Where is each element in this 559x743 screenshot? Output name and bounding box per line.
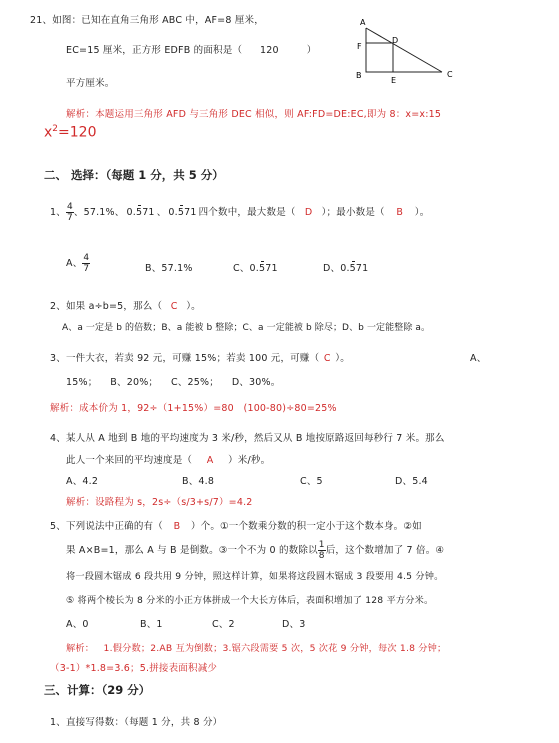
label-f: F [357,42,362,51]
q1-option-b: B、57.1% [145,263,193,274]
q1-v2: 0.571 [168,207,197,218]
q1-option-c: C、0.571 [233,263,278,274]
q21-analysis: 解析：本题运用三角形 AFD 与三角形 DEC 相似，则 AF:FD=DE:EC,即为 8：x=x:15 [66,109,442,120]
q5-analysis-line2: （3-1）*1.8=3.6；5.拼接表面积减少 [50,663,218,674]
q2-stem: 2、如果 a÷b=5，那么（ C ）。 [50,301,201,312]
q4-option-b: B、4.8 [182,476,215,487]
q1-option-a-fraction: $\frac{4}{7}$ [83,253,90,274]
q5-option-a: A、0 [66,619,89,630]
q1-option-a: A、 $\frac{4}{7}$ [66,253,90,274]
q3-stem: 3、一件大衣，若卖 92 元，可赚 15%；若卖 100 元，可赚（ C ）。 [50,353,350,364]
q5-option-d: D、3 [282,619,306,630]
q4-line2: 此人一个来回的平均速度是（ A ）米/秒。 [66,455,271,466]
q5-analysis-line1: 解析： 1.假分数；2.AB 互为倒数；3.锯六段需要 5 次，5 次花 9 分钟，每次 1.8 分钟； [66,643,447,654]
q1-option-d: D、0.571 [323,263,369,274]
q4-analysis: 解析：设路程为 s，2s÷（s/3+s/7）=4.2 [66,497,253,508]
q4-option-a: A、4.2 [66,476,99,487]
q3-option-a-label: A、 [470,353,487,364]
label-a: A [360,18,366,27]
q4-option-d: D、5.4 [395,476,428,487]
q21-result [44,124,96,141]
label-c: C [447,70,453,79]
q2-options: A、a 一定是 b 的倍数；B、a 能被 b 整除；C、a 一定能被 b 除尽；D、b 一定能整除 a。 [62,323,431,333]
q5-option-b: B、1 [140,619,163,630]
q1-p4: ）。 [414,207,430,218]
q3-options: 15%； B、20%； C、25%； D、30%。 [66,377,281,388]
q1-answer-max: D [304,207,313,218]
q5-line2: 果 A×B=1，那么 A 与 B 是倒数。③一个不为 0 的数除以 $\frac{1}{8}$ 后，这个数增加了 7 倍。④ [66,540,445,561]
q3-analysis: 解析：成本价为 1，92÷（1+15%）=80 (100-80)÷80=25% [50,403,337,414]
section3-title: 三、计算：（29 分） [44,683,151,697]
q5-line1: 5、下列说法中正确的有（ B ）个。①一个数乘分数的积一定小于这个数本身。②如 [50,521,422,532]
q21-result-rest: =120 [58,124,97,141]
q2-answer: C [170,301,178,312]
q21-result-exp: 2 [52,124,59,134]
q21-line1: 21、如图：已知在直角三角形 ABC 中，AF=8 厘米， [30,15,264,26]
q5-line4: ⑤ 将两个棱长为 8 分米的小正方体拼成一个大长方体后，表面积增加了 128 平方分米。 [66,595,434,606]
q1-prefix: 1、 [50,207,66,218]
q5-fraction: $\frac{1}{8}$ [318,540,325,561]
section2-title: 二、 选择：（每题 1 分，共 5 分） [44,168,224,182]
q1-p2: 四个数中，最大数是（ [198,207,296,218]
q21-line2-b: ） [306,45,317,56]
q5-line3: 将一段圆木锯成 6 段共用 9 分钟，照这样计算，如果将这段圆木锯成 3 段要用 4.5 分钟。 [66,571,444,582]
q5-option-c: C、2 [212,619,235,630]
q21-line3: 平方厘米。 [66,78,115,89]
square-edfb [366,43,393,72]
q1-p1: 、57.1%、 [73,207,125,218]
label-e: E [391,76,397,85]
q1-stem: 1、 $\frac{4}{7}$ 、57.1%、 0.571 、 0.571 四个数中，最大数是（ D ）；最小数是（ B ）。 [50,202,430,223]
q21-line2 [66,42,327,56]
q21-result-x: x [44,124,53,141]
q1-v1: 0.571 [126,207,155,218]
q4-answer: A [206,455,214,466]
q1-p3: ）；最小数是（ [321,207,385,218]
q1-answer-min: B [396,207,404,218]
side-ac [366,28,442,72]
q1-fraction: $\frac{4}{7}$ [66,202,73,223]
q4-line1: 4、某人从 A 地到 B 地的平均速度为 3 米/秒，然后又从 B 地按原路返回每秒行 7 米。那么 [50,433,445,444]
label-d: D [392,36,399,45]
triangle-figure [350,14,460,86]
q4-option-c: C、5 [300,476,323,487]
q21-line2-a: EC=15 厘米，正方形 EDFB 的面积是（ [66,45,243,56]
q3-answer: C [323,353,331,364]
q5-answer: B [173,521,181,532]
section3-sub: 1、直接写得数：（每题 1 分，共 8 分） [50,717,223,728]
label-b: B [356,71,362,80]
q21-answer: 120 [260,45,279,56]
